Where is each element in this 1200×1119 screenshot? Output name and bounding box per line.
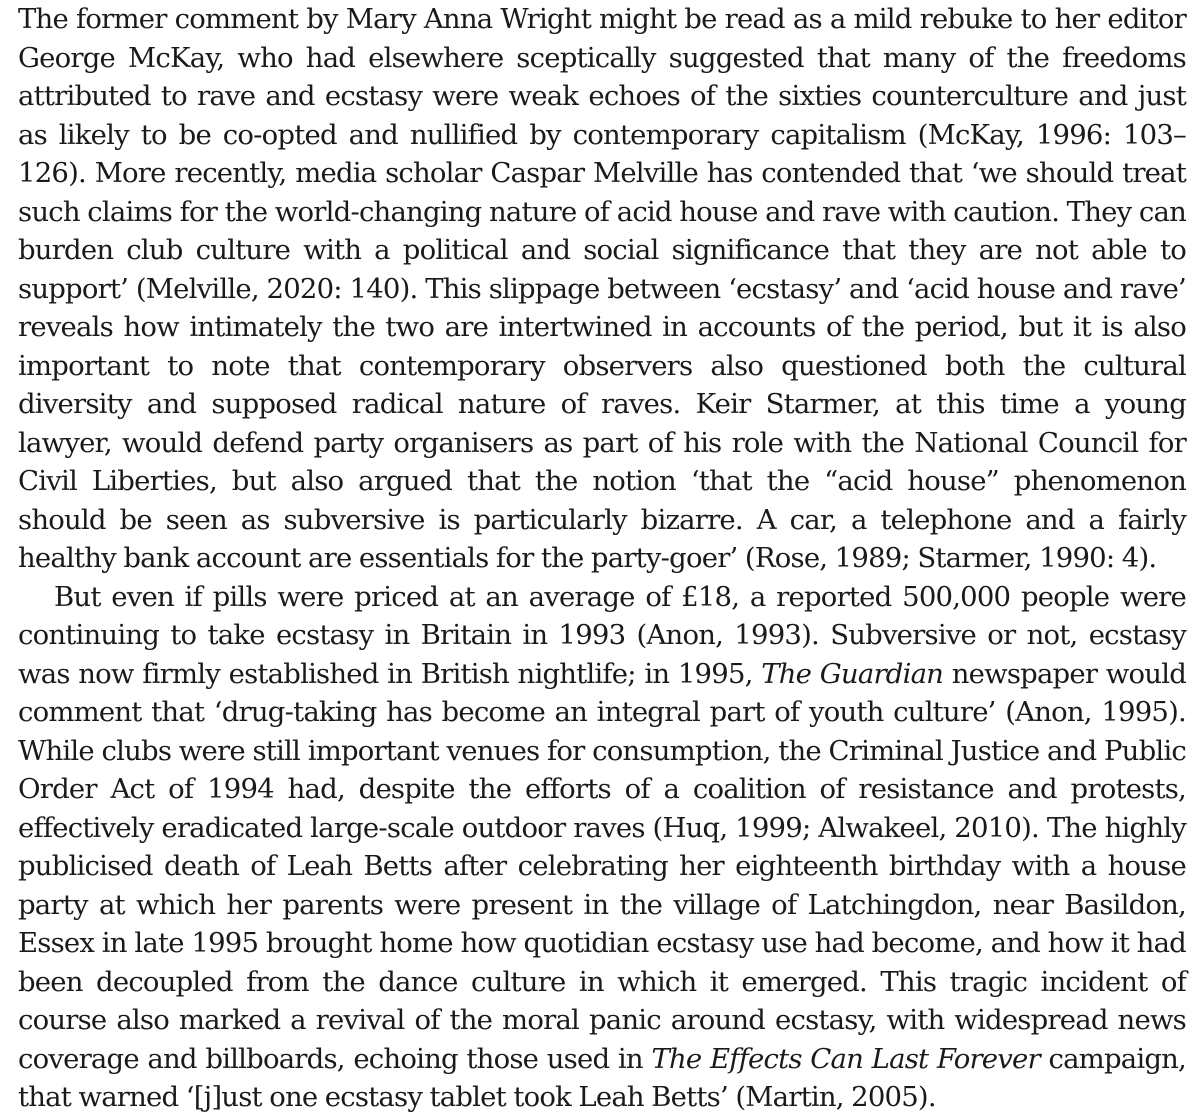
paragraph-2-text-b: newspaper would comment that ‘drug-taking has become an integral part of youth culture’ (Anon, 1995). While clubs were still important venues for consumption, the Criminal Justice and Public Order Act of 1994 had, despite the efforts of a coalition of resistance and protests, effectively eradicated large-scale outdoor raves (Huq, 1999; Alwakeel, 2010). The highly publicised death of Leah Betts after celebrating her eighteenth birthday with a house party at which her parents were present in the village of Latchingdon, near Basildon, Essex in late 1995 brought home how quotidian ecstasy use had become, and how it had been decoupled from the dance culture in which it emerged. This tragic incident of course also marked a revival of the moral panic around ecstasy, with widespread news coverage and billboards, echoing those used in [18,657,1186,1075]
paragraph-2-text-a: But even if pills were priced at an average of £18, a reported 500,000 people were continuing to take ecstasy in Britain in 1993 (Anon, 1993). Subversive or not, ecstasy was now firmly established in British nightlife; in 1995, [18,580,1186,690]
paragraph-2-text-c: campaign, that warned ‘[j]ust one ecstasy tablet took Leah Betts’ (Martin, 2005). [18,1042,1186,1113]
paragraph-1 [18,0,1186,578]
campaign-title: The Effects Can Last Forever [651,1042,1040,1075]
paragraph-1-text: The former comment by Mary Anna Wright might be read as a mild rebuke to her editor George McKay, who had elsewhere sceptically suggested that many of the freedoms attributed to rave and ecstasy were weak echoes of the sixties counterculture and just as likely to be co-opted and nullified by contemporary capitalism (McKay, 1996: 103–126). More recently, media scholar Caspar Melville has contended that ‘we should treat such claims for the world-changing nature of acid house and rave with caution. They can burden club culture with a political and social significance that they are not able to support’ (Melville, 2020: 140). This slippage between ‘ecstasy’ and ‘acid house and rave’ reveals how intimately the two are intertwined in accounts of the period, but it is also important to note that contemporary observers also questioned both the cultural diversity and supposed radical nature of raves. Keir Starmer, at this time a young lawyer, would defend party organisers as part of his role with the National Council for Civil Liberties, but also argued that the notion ‘that the “acid house” phenomenon should be seen as subversive is particularly bizarre. A car, a telephone and a fairly healthy bank account are essentials for the party-goer’ (Rose, 1989; Starmer, 1990: 4). [18,3,1186,574]
paragraph-2 [18,578,1186,1117]
guardian-title: The Guardian [761,657,944,690]
